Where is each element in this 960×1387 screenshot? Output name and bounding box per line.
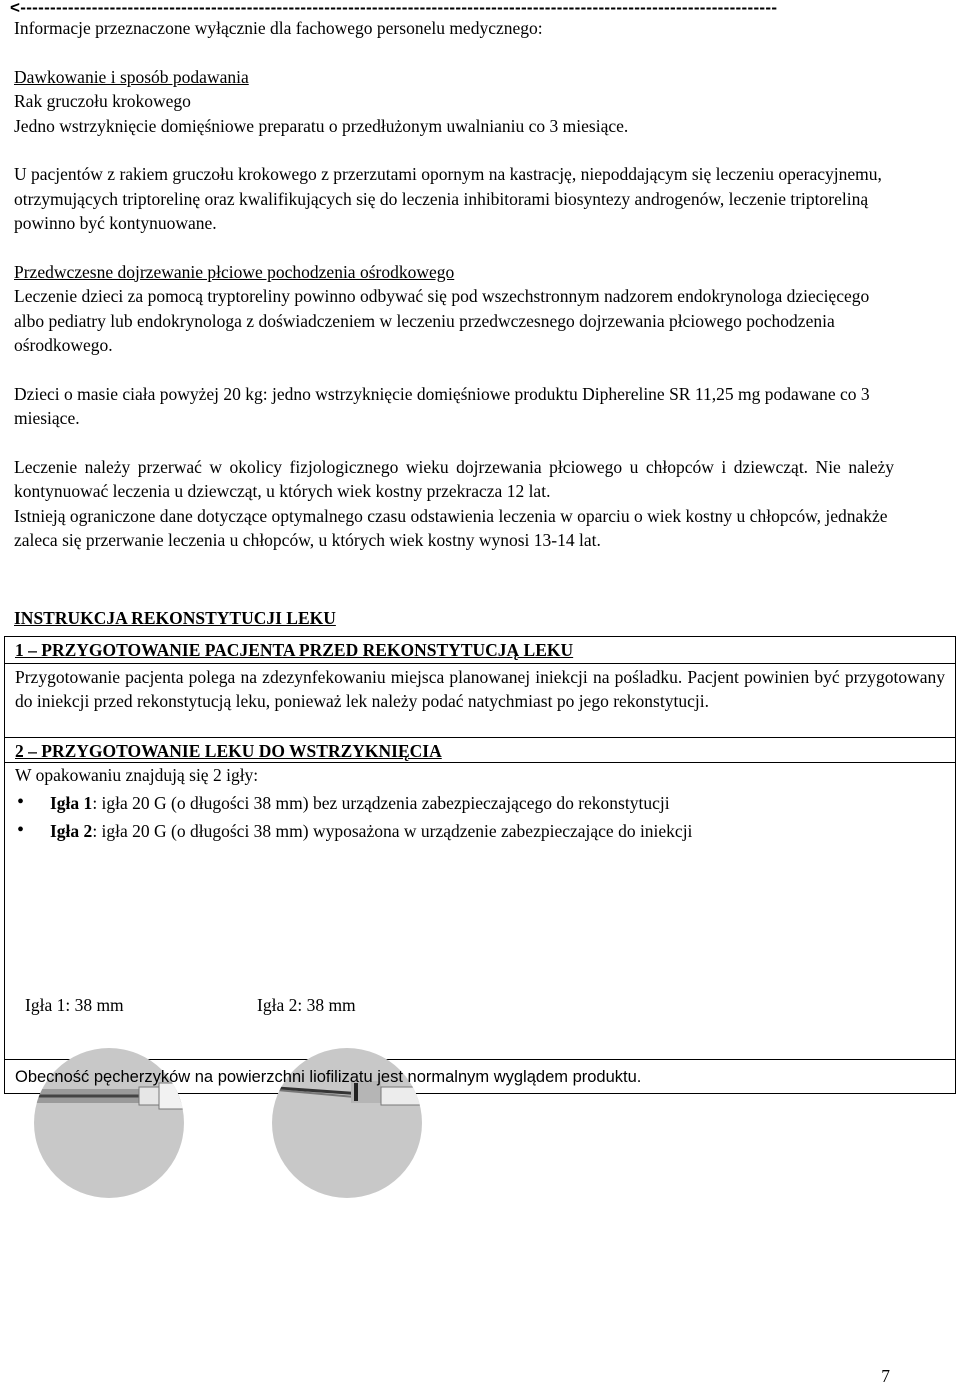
cut-line: <------------------------------------------------------------------------------------------------------------------------------- (10, 0, 778, 17)
needle1-label: Igła 1: 38 mm (25, 995, 124, 1015)
needle2-label: Igła 2: 38 mm (257, 995, 356, 1015)
needle-name: Igła 2 (50, 821, 93, 841)
dosing-paragraph: U pacjentów z rakiem gruczołu krokowego z przerzutami opornym na kastrację, niepoddającym się leczeniu operacyjnemu, otrzymujących triptorelinę oraz kwalifikujących się do leczenia inhibitorami biosyntezy androgenów, leczenie triptoreliną powinno być kontynuowane. (14, 164, 882, 233)
puberty-heading: Przedwczesne dojrzewanie płciowe pochodzenia ośrodkowego (14, 261, 455, 282)
puberty-paragraph: Leczenie dzieci za pomocą tryptoreliny powinno odbywać się pod wszechstronnym nadzorem endokrynologa dziecięcego albo pediatry lub endokrynologa z doświadczeniem w leczeniu przedwczesnego dojrzewania płciowego pochodzenia ośrodkowego. (14, 286, 870, 355)
needle-desc: : igła 20 G (o długości 38 mm) bez urządzenia zabezpieczającego do rekonstytucji (92, 793, 670, 813)
needle-desc: : igła 20 G (o długości 38 mm) wyposażona w urządzenie zabezpieczające do iniekcji (92, 821, 693, 841)
section1-text: Przygotowanie pacjenta polega na zdezynfekowaniu miejsca planowanej iniekcji na pośladku. Pacjent powinien być przygotowany do iniekcji przed rekonstytucją leku, ponieważ lek należy podać natychmiast po jego rekonstytucji. (5, 664, 955, 738)
dosing-heading: Dawkowanie i sposób podawania (14, 66, 249, 87)
instructions-table (4, 636, 956, 1094)
instructions-title: INSTRUKCJA REKONSTYTUCJI LEKU (14, 608, 336, 628)
needle-list (15, 791, 945, 847)
section1-title: 1 – PRZYGOTOWANIE PACJENTA PRZED REKONSTYTUCJĄ LEKU (5, 637, 955, 664)
needle-name: Igła 1 (50, 793, 93, 813)
leaflet-content (14, 16, 894, 553)
page-number: 7 (881, 1366, 890, 1386)
note-text: Obecność pęcherzyków na powierzchni liofilizatu jest normalnym wyglądem produktu. (15, 1068, 642, 1086)
dosing-line: Jedno wstrzyknięcie domięśniowe preparatu o przedłużonym uwalnianiu co 3 miesiące. (14, 115, 629, 136)
section2-title: 2 – PRZYGOTOWANIE LEKU DO WSTRZYKNIĘCIA (5, 738, 955, 763)
section2-body (5, 763, 955, 1060)
list-item (15, 819, 945, 847)
dosing-subheading: Rak gruczołu krokowego (14, 91, 191, 111)
puberty-stop-1: Leczenie należy przerwać w okolicy fizjologicznego wieku dojrzewania płciowego u chłopców i dziewcząt. Nie należy kontynuować leczenia u dziewcząt, u których wiek kostny przekracza 12 lat. (14, 456, 894, 501)
puberty-stop-2: Istnieją ograniczone dane dotyczące optymalnego czasu odstawienia leczenia w oparciu o wiek kostny u chłopców, jednakże zaleca się przerwanie leczenia u chłopców, u których wiek kostny wynosi 13-14 lat. (14, 505, 888, 550)
intro-text: Informacje przeznaczone wyłącznie dla fachowego personelu medycznego: (14, 18, 543, 38)
puberty-dose: Dzieci o masie ciała powyżej 20 kg: jedno wstrzyknięcie domięśniowe produktu Diphereline SR 11,25 mg podawane co 3 miesiące. (14, 383, 870, 428)
list-item (15, 791, 945, 819)
section2-intro: W opakowaniu znajdują się 2 igły: (15, 765, 259, 785)
